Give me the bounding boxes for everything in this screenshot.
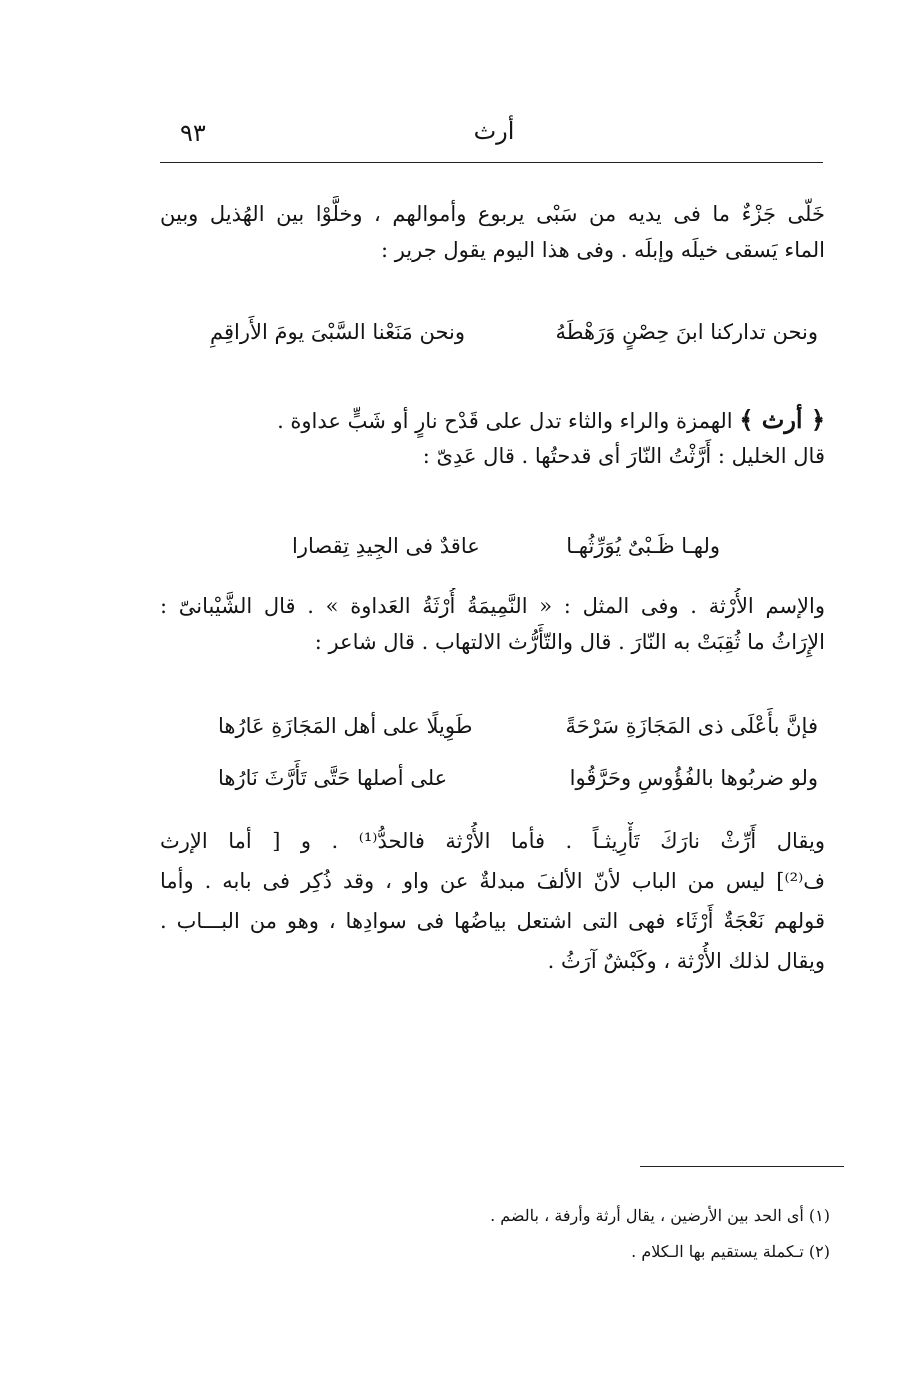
footnote-2: (٢) تـكملة يستقيم بها الـكلام . — [631, 1242, 830, 1261]
text-line: قولهم نَعْجَةٌ أَرْثَاء فهى التى اشتعل بياضُها فى سوادِها ، وهو من البـــاب . — [160, 909, 825, 933]
verse-first-hemistich: ونحن تداركنا ابنَ حِصْنٍ وَرَهْطَهُ — [555, 320, 818, 344]
verse-first-hemistich: ولهـا ظَـبْىٌ يُوَرِّثُهـا — [566, 534, 720, 558]
verse-jarir — [210, 314, 818, 350]
verse-line — [292, 528, 720, 564]
text-line: ويقال أَرِّثْ نارَكَ تَأْرِيثـاً . فأما الأُرْثة فالحدُّ⁽¹⁾ . و [ أما الإرث — [160, 829, 825, 853]
entry-definition: الهمزة والراء والثاء تدل على قَدْح نارٍ أو شَبٍّ عداوة . — [277, 409, 733, 433]
text-line: الماء يَسقى خيلَه وإبلَه . وفى هذا اليوم يقول جرير : — [380, 238, 825, 262]
verse-line — [218, 760, 818, 796]
text-line: الإِرَاثُ ما ثُقِبَتْ به النّارَ . قال والتّأَرُّث الالتهاب . قال شاعر : — [314, 630, 825, 654]
entry-first-line — [160, 402, 825, 438]
verse-adi — [292, 528, 720, 564]
verse-first-hemistich: فإنَّ بأَعْلَى ذى المَجَازَةِ سَرْحَةً — [565, 714, 818, 738]
entry-headword: ﴿ أرث ﴾ — [739, 405, 825, 434]
verse-second-hemistich: طَوِيلًا على أهل المَجَازَةِ عَارُها — [218, 714, 473, 738]
verse-line — [210, 314, 818, 350]
verse-second-hemistich: عاقدٌ فى الجِيدِ تِقصارا — [292, 534, 480, 558]
verse-line — [218, 708, 818, 744]
header-rule — [160, 162, 823, 163]
running-head: أرث — [473, 117, 515, 145]
text-line: قال الخليل : أَرَّثْتُ النّارَ أى قدحتُها . قال عَدِىّ : — [422, 444, 825, 468]
text-line: ف⁽²⁾] ليس من الباب لأنّ الألفَ مبدلةٌ عن واو ، وقد ذُكِر فى بابه . وأما — [160, 869, 825, 893]
verse-second-hemistich: ونحن مَنَعْنا السَّبْىَ يومَ الأَراقِمِ — [210, 320, 465, 344]
paragraph-3 — [160, 588, 825, 660]
paragraph-4 — [160, 822, 825, 982]
footnote-1: (١) أى الحد بين الأرضين ، يقال أرثة وأرفة ، بالضم . — [490, 1206, 830, 1225]
page-header — [160, 115, 828, 155]
footnote-rule — [640, 1166, 844, 1167]
verse-poet — [218, 708, 818, 796]
verse-second-hemistich: على أصلها حَتَّى تَأَرَّثَ نَارُها — [218, 766, 448, 790]
entry-arth — [160, 402, 825, 474]
verse-first-hemistich: ولو ضربُوها بالفُؤُوسِ وحَرَّقُوا — [569, 766, 818, 790]
text-line: خَلّى جَزْءٌ ما فى يديه من سَبْى يربوع وأموالهم ، وخلَّوْا بين الهُذيل وبين — [160, 202, 825, 226]
footnotes — [400, 1198, 830, 1270]
text-line: والإسم الأُرْثة . وفى المثل : « النَّمِيمَةُ أُرْثَةُ العَداوة » . قال الشَّيْبانىّ : — [160, 594, 825, 618]
page-number: ٩٣ — [180, 119, 206, 147]
paragraph-1 — [160, 196, 825, 268]
text-line: ويقال لذلك الأُرْثة ، وكَبْشٌ آرَثُ . — [547, 949, 825, 973]
